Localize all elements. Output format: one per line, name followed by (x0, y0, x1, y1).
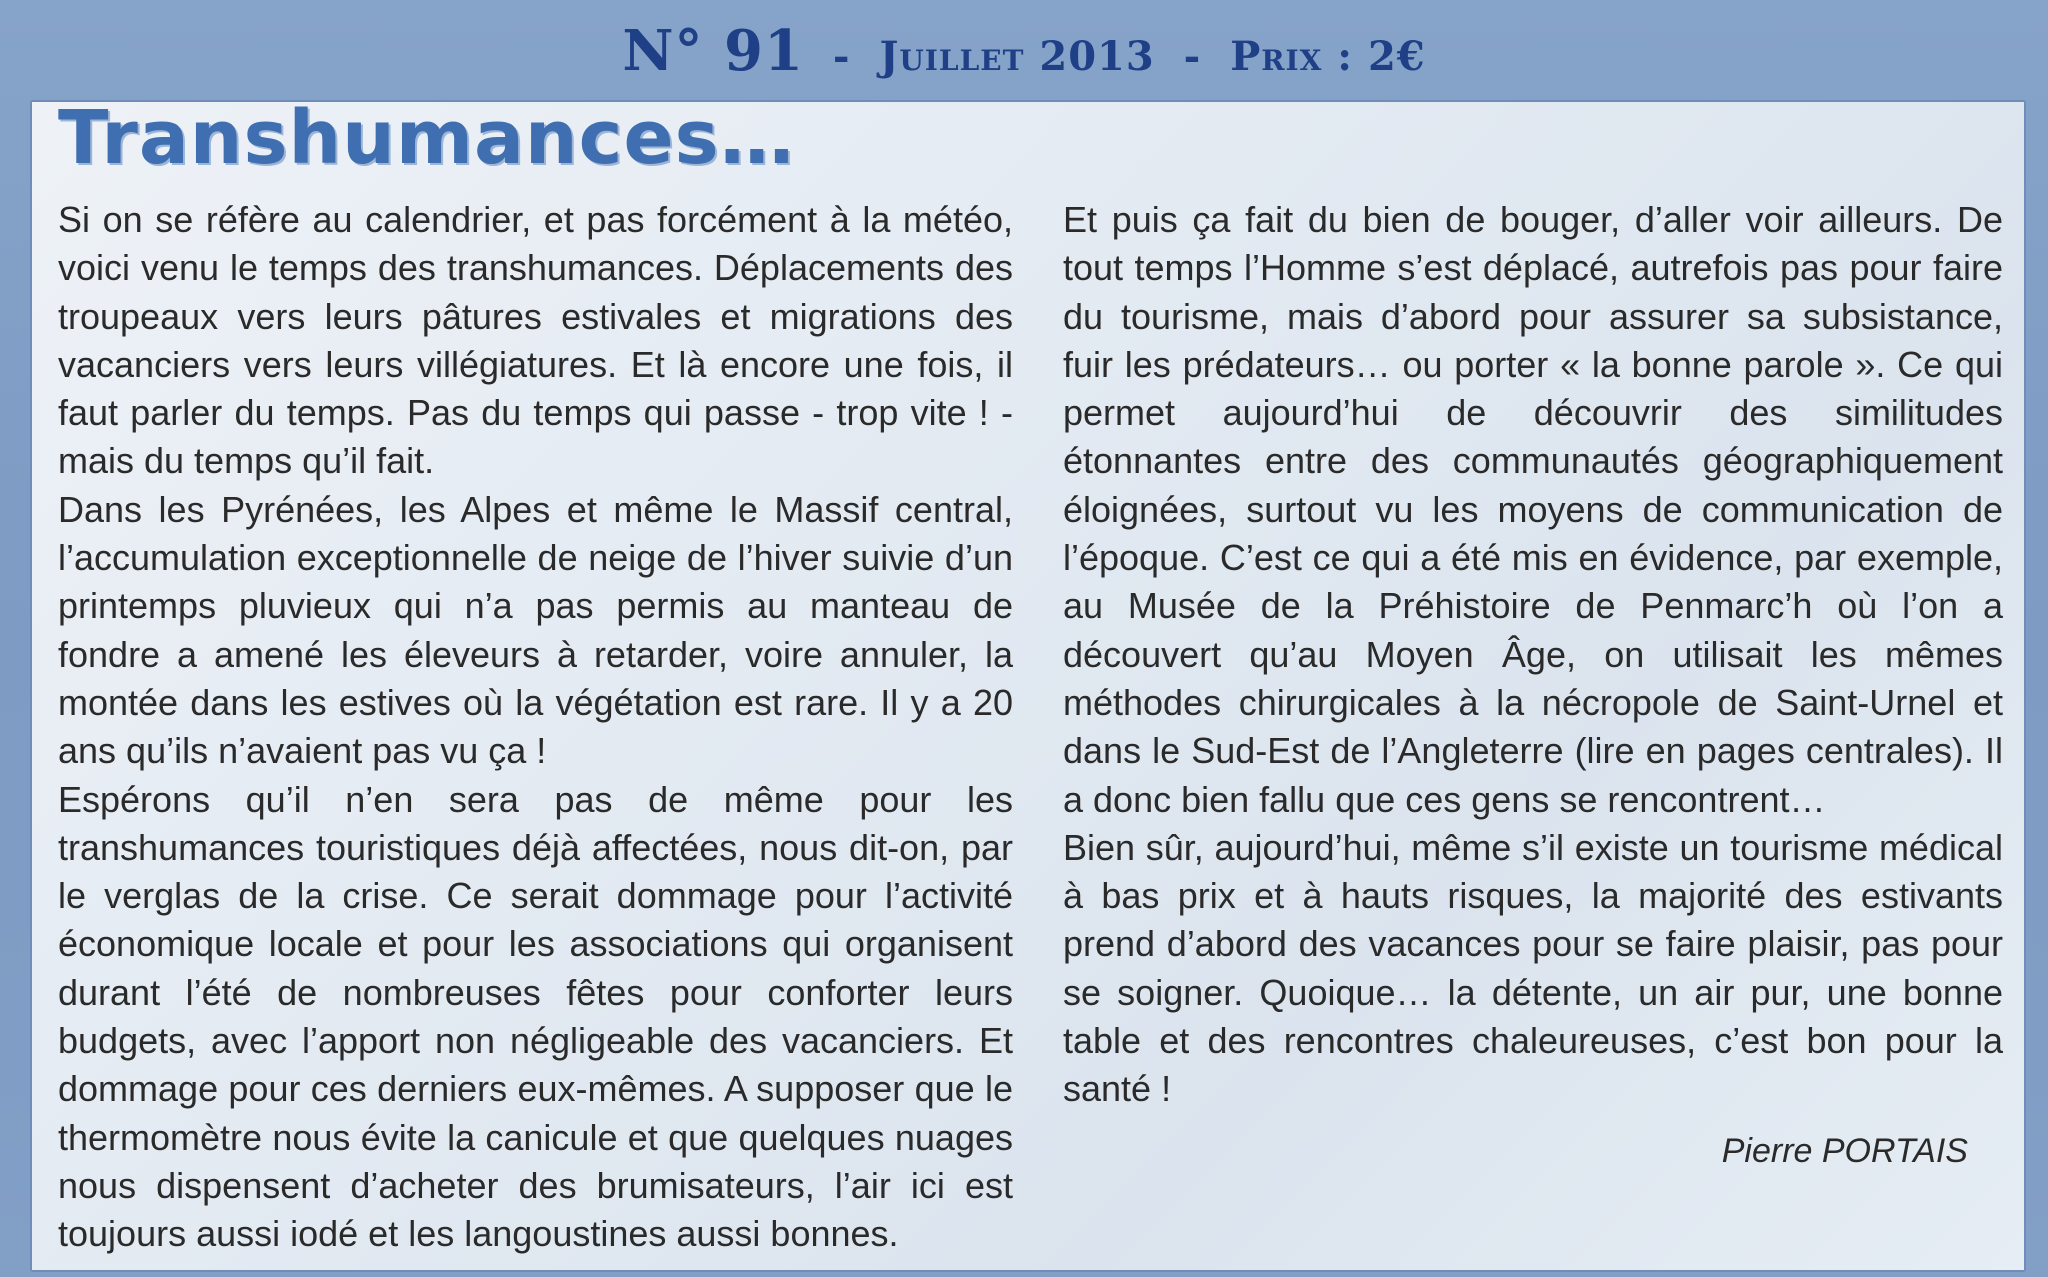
paragraph: Espérons qu’il n’en sera pas de même pour les transhumances touristiques déjà affectées, nous dit-on, par le verglas de la crise. Ce serait dommage pour l’activité économique locale et pour les associations qui organisent durant l’été de nombreuses fêtes pour conforter leurs budgets, avec l’apport non négligeable des vacanciers. Et dommage pour ces derniers eux-mêmes. A supposer que le thermomètre nous évite la canicule et que quelques nuages nous dispensent d’acheter des brumisateurs, l’air ici est toujours aussi iodé et les langoustines aussi bonnes. (58, 778, 1013, 1255)
paragraph: Bien sûr, aujourd’hui, même s’il existe un tourisme médical à bas prix et à hauts risques, la majorité des estivants prend d’abord des vacances pour se faire plaisir, pas pour se soigner. Quoique… la détente, un air pur, une bonne table et des rencontres chaleureuses, c’est bon pour la santé ! (1063, 826, 2003, 1110)
masthead-separator-2: - (1183, 33, 1202, 80)
paragraph: Dans les Pyrénées, les Alpes et même le Massif central, l’accumulation exceptionnelle de neige de l’hiver suivie d’un printemps pluvieux qui n’a pas permis au manteau de fondre a amené les éleveurs à retarder, voire annuler, la montée dans les estives où la végétation est rare. Il y a 20 ans qu’ils n’avaient pas vu ça ! (58, 488, 1013, 772)
issue-price: Prix : 2€ (1230, 33, 1426, 80)
masthead (0, 18, 2048, 84)
article-column-left (58, 196, 1013, 1259)
issue-date: Juillet 2013 (879, 33, 1155, 80)
masthead-separator: - (832, 33, 851, 80)
paragraph: Si on se réfère au calendrier, et pas forcément à la météo, voici venu le temps des transhumances. Déplacements des troupeaux vers leurs pâtures estivales et migrations des vacanciers vers leurs villégiatures. Et là encore une fois, il faut parler du temps. Pas du temps qui passe - trop vite ! - mais du temps qu’il fait. (58, 199, 1013, 482)
article-title: Transhumances… (58, 95, 795, 181)
author-signature: Pierre PORTAIS (1721, 1132, 1968, 1170)
issue-number: N° 91 (622, 18, 804, 84)
paragraph: Et puis ça fait du bien de bouger, d’aller voir ailleurs. De tout temps l’Homme s’est déplacé, autrefois pas pour faire du tourisme, mais d’abord pour assurer sa subsistance, fuir les prédateurs… ou porter « la bonne parole ». Ce qui permet aujourd’hui de découvrir des similitudes étonnantes entre des communautés géographiquement éloignées, surtout vu les moyens de communication de l’époque. C’est ce qui a été mis en évidence, par exemple, au Musée de la Préhistoire de Penmarc’h où l’on a découvert qu’au Moyen Âge, on utilisait les mêmes méthodes chirurgicales à la nécropole de Saint-Urnel et dans le Sud-Est de l’Angleterre (lire en pages centrales). Il a donc bien fallu que ces gens se rencontrent… (1063, 199, 2003, 820)
article-column-right (1063, 196, 2003, 1114)
